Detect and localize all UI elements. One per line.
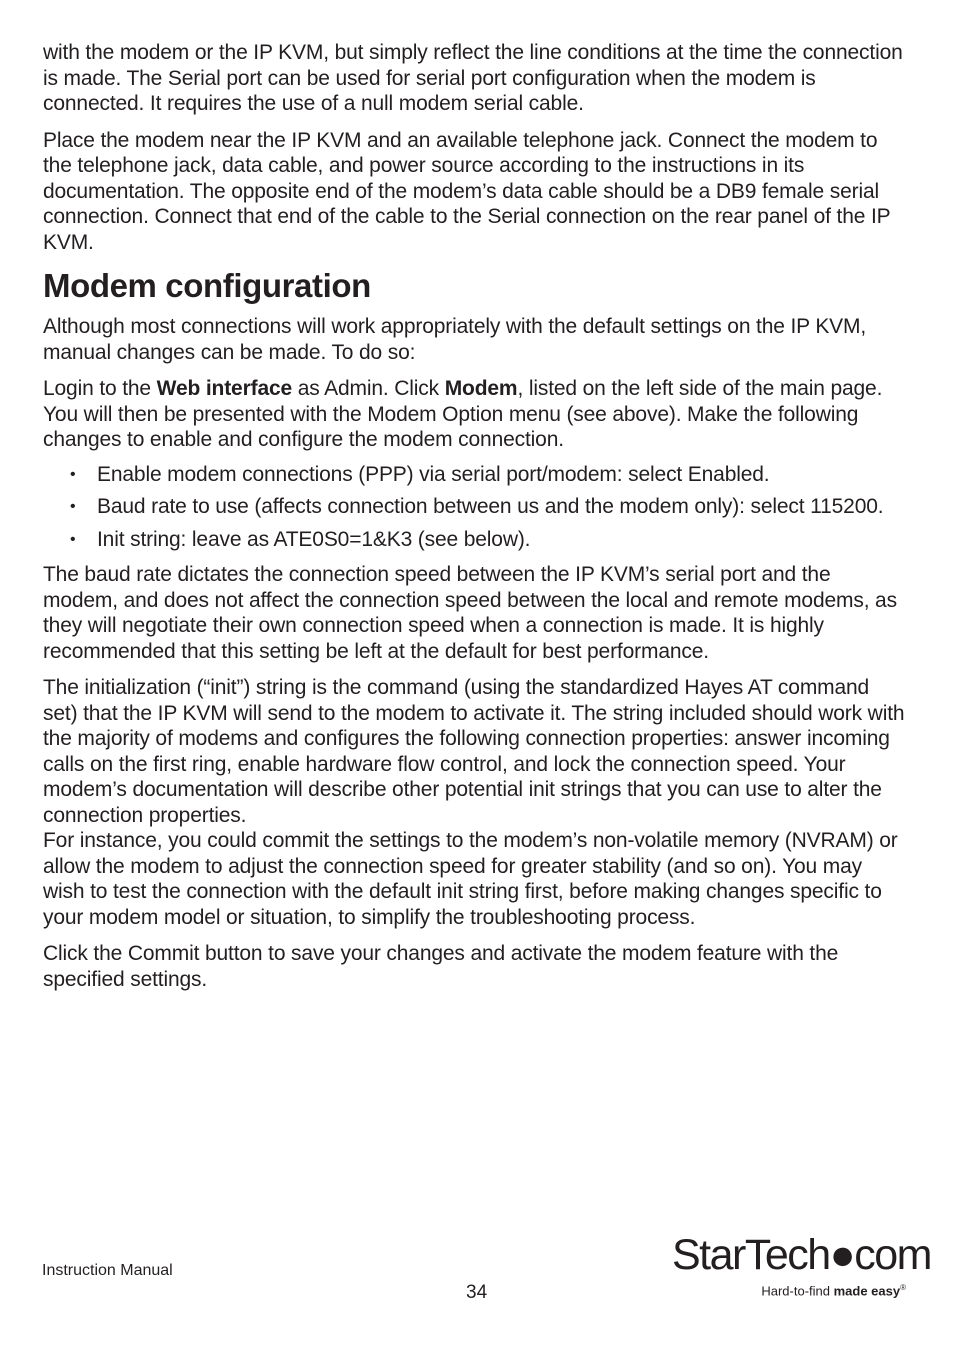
paragraph-init-string-examples: For instance, you could commit the settings to the modem’s non-volatile memory (NVRAM) or allow the modem to adjust the connection speed for greater stability (and so on). You may wish to test the connection with the default init string first, before making changes specific to your modem model or situation, to simplify the troubleshooting process. xyxy=(43,829,898,929)
paragraph-login-steps xyxy=(43,376,908,453)
list-item xyxy=(43,494,908,520)
list-item xyxy=(43,527,908,553)
paragraph-baud-rate: The baud rate dictates the connection speed between the IP KVM’s serial port and the modem, and does not affect the connection speed between the local and remote modems, as they will negotiate their own connection speed when a connection is made. It is highly recommended that this setting be left at the default for best performance. xyxy=(43,563,897,663)
list-item xyxy=(43,462,908,488)
paragraph-intro: Although most connections will work appropriately with the default settings on the IP KVM, manual changes can be made. To do so: xyxy=(43,315,867,364)
list-item-text: Enable modem connections (PPP) via serial port/modem: select Enabled. xyxy=(97,462,770,486)
list-item-text: Init string: leave as ATE0S0=1&K3 (see below). xyxy=(97,527,531,551)
list-item-text: Baud rate to use (affects connection between us and the modem only): select 115200. xyxy=(97,495,884,518)
bullet-icon: • xyxy=(70,498,76,515)
paragraph-modem-conditions: with the modem or the IP KVM, but simply reflect the line conditions at the time the connection is made. The Serial port can be used for serial port configuration when the modem is connected. It requires the use of a null modem serial cable. xyxy=(43,41,903,115)
modem-bold: Modem xyxy=(444,377,518,400)
document-body xyxy=(43,40,908,1003)
login-text-1: Login to the xyxy=(43,377,157,400)
login-text-3: , listed on the left side of the main page. You will then be presented with the Modem Option menu (see above). Make the following changes to enable and configure the modem connection. xyxy=(43,377,883,451)
settings-list xyxy=(43,462,908,553)
tagline-text-2: made easy xyxy=(833,1283,901,1299)
page-number: 34 xyxy=(466,1282,488,1303)
login-text-2: as Admin. Click xyxy=(292,377,445,400)
paragraph-modem-placement: Place the modem near the IP KVM and an available telephone jack. Connect the modem to the telephone jack, data cable, and power source according to the instructions in its documentation. The opposite end of the modem’s data cable should be a DB9 female serial connection. Connect that end of the cable to the Serial connection on the rear panel of the IP KVM. xyxy=(43,128,891,254)
footer-label: Instruction Manual xyxy=(42,1262,173,1279)
paragraph-commit: Click the Commit button to save your changes and activate the modem feature with the specified settings. xyxy=(43,942,839,991)
web-interface-bold: Web interface xyxy=(156,377,293,400)
startech-logo xyxy=(672,1231,931,1305)
logo-name: StarTech xyxy=(672,1231,830,1279)
logo-tagline xyxy=(761,1283,906,1298)
logo-wordmark xyxy=(672,1231,931,1279)
bullet-icon: • xyxy=(70,530,76,548)
paragraph-init-string xyxy=(43,675,908,828)
registered-mark: ® xyxy=(900,1283,906,1292)
bullet-icon: • xyxy=(70,465,76,483)
logo-dot-icon: ● xyxy=(829,1231,855,1279)
logo-domain: com xyxy=(854,1231,931,1279)
tagline-text-1: Hard-to-find xyxy=(761,1283,834,1299)
section-heading: Modem configuration xyxy=(43,267,371,304)
init-string-text: The initialization (“init”) string is the command (using the standardized Hayes AT command set) that the IP KVM will send to the modem to activate it. The string included should work with the majority of modems and configures the following connection properties: answer incoming calls on the first ring, enable hardware flow control, and lock the connection speed. Your modem’s documentation will describe other potential init strings that you can use to alter the connection properties. xyxy=(43,676,905,827)
